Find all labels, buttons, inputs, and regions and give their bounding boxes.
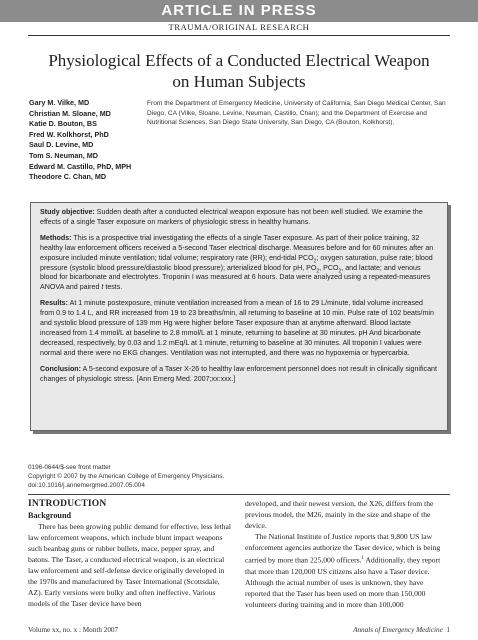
methods-text: This is a prospective trial investigating the effects of a single Taser exposure. As part of their police training, 32 healthy law enforcement officers received a 5-second Taser electrical discharge. Measures before and for 60 minutes after an exposure included minute ventilation; tidal volume; respiratory rate (RR); end-tidal PCO (40, 233, 434, 262)
abstract-box (30, 202, 448, 431)
author-name: Tom S. Neuman, MD (29, 150, 98, 160)
doi-line: doi:10.1016/j.annemergmed.2007.05.004 (28, 481, 145, 489)
section-divider (28, 35, 450, 36)
methods-text: , PCO (319, 263, 339, 272)
body-paragraph: developed, and their newest version, the X26, differs from the previous model, the M26, mainly in the size and shape of the device. (245, 499, 434, 530)
journal-name: Annals of Emergency Medicine (353, 626, 443, 634)
footer-volume: Volume xx, no. x : Month 2007 (28, 626, 119, 634)
conclusion-text: A 5-second exposure of a Taser X-26 to healthy law enforcement personnel does not result in clinically significant changes of physiologic stress. [Ann Emerg Med. 2007;xx:xxx.] (40, 364, 437, 383)
methods-label: Methods: (40, 233, 72, 242)
body-text: The National Institute of Justice reports that 9,800 US law enforcement agencies authorize the Taser device, which is being carried by more than 225,000 officers. (245, 532, 441, 565)
body-paragraph (245, 531, 450, 610)
affiliation-text: From the Department of Emergency Medicine, University of California, San Diego Medical Center, San Diego, CA (Vilke, Sloane, Levine, Neuman, Castillo, Chan); and the Department of Exercise and Nutritional Sciences, San Diego State University, San Diego, CA (Bouton, Kolkhorst). (147, 100, 446, 127)
article-title: Physiological Effects of a Conducted Electrical Weapon on Human Subjects (48, 51, 430, 91)
article-in-press-banner: ARTICLE IN PRESS (0, 0, 478, 22)
objective-label: Study objective: (40, 208, 95, 216)
footer-journal (353, 626, 450, 634)
background-heading: Background (28, 511, 72, 520)
author-name: Katie D. Bouton, BS (29, 119, 97, 129)
author-name: Saul D. Levine, MD (29, 140, 94, 150)
abstract-methods (40, 234, 438, 293)
author-name: Theodore C. Chan, MD (29, 172, 107, 182)
conclusion-label: Conclusion: (40, 364, 81, 373)
methods-text: tests. (103, 283, 123, 292)
abstract-objective (40, 208, 438, 228)
body-column-right (245, 498, 450, 610)
author-name: Gary M. Vilke, MD (29, 98, 90, 107)
reference-superscript: 1 (361, 556, 364, 561)
body-text: Additionally, they report that more than 120,000 US citizens also have a Taser device. Although the actual number of uses is unknown, they have reported that the Taser has been used on more than 150,000 volunteers during training and in more than 100,000 (245, 555, 441, 609)
subscript: 2 (313, 258, 317, 265)
issn-line: 0196-0644/$-see front matter (28, 464, 111, 471)
methods-text: ; oxygen saturation, pulse rate; blood pressure (systolic blood pressure/diastolic blood pressure); arterialized blood for pH, PO (40, 253, 433, 272)
methods-text-italic: t (101, 283, 104, 292)
abstract-results (40, 299, 438, 358)
objective-text: Sudden death after a conducted electrical weapon exposure has not been well studied. We examine the effects of a single Taser exposure on markers of physiologic stress in healthy humans. (40, 208, 423, 226)
copyright-line: Copyright © 2007 by the American College of Emergency Physicians. (28, 472, 225, 480)
author-list (29, 98, 144, 183)
body-paragraph: There has been growing public demand for effective, less lethal law enforcement weapons, which include blunt impact weapons such beanbag guns or rubber bullets, mace, pepper spray, and batons. The Taser, a conducted electrical weapon, is an electrical law enforcement and self-defense device originally developed in the 1970s and manufactured by Taser International (Scottsdale, AZ). Early versions were bulky and often ineffective. Various models of the Taser device have been (28, 522, 232, 608)
subscript: 2 (316, 267, 320, 274)
section-label: TRAUMA/ORIGINAL RESEARCH (168, 22, 310, 32)
body-column-left (28, 498, 233, 609)
page-number: 1 (446, 626, 450, 634)
publication-meta (28, 464, 278, 490)
author-name: Fred W. Kolkhorst, PhD (29, 129, 109, 139)
author-name: Christian M. Sloane, MD (29, 108, 111, 118)
results-label: Results: (40, 299, 68, 308)
results-text: At 1 minute postexposure, minute ventilation increased from a mean of 16 to 29 L/minute, tidal volume increased from 0.9 to 1.4 L, and RR increased from 19 to 23 breaths/min, all returning to baseline at 10 min. Pulse rate of 102 beats/min and systolic blood pressure of 139 mm Hg were higher before Taser exposure than at anytime afterward. Blood lactate increased from 1.4 mmol/L at baseline to 2.8 mmol/L at 1 minute, returning to baseline at 30 minutes. pH And bicarbonate decreased, respectively, by 0.03 and 1.2 mEq/L at 1 minute, returning to baseline at 30 minutes. All troponin I values were normal and there were no EKG changes. Ventilation was not interrupted, and there was no hypoxemia or hypercarbia. (40, 299, 434, 357)
methods-text: , and lactate; and venous blood for bicarbonate and electrolytes. Troponin I was measured at 6 hours. Data were analyzed using a repeated-measures ANOVA and paired (40, 263, 431, 292)
body-divider (28, 494, 450, 495)
subscript: 2 (338, 267, 342, 274)
introduction-heading: INTRODUCTION (28, 499, 107, 509)
abstract-conclusion (40, 365, 438, 385)
author-name: Edward M. Castillo, PhD, MPH (29, 161, 132, 171)
